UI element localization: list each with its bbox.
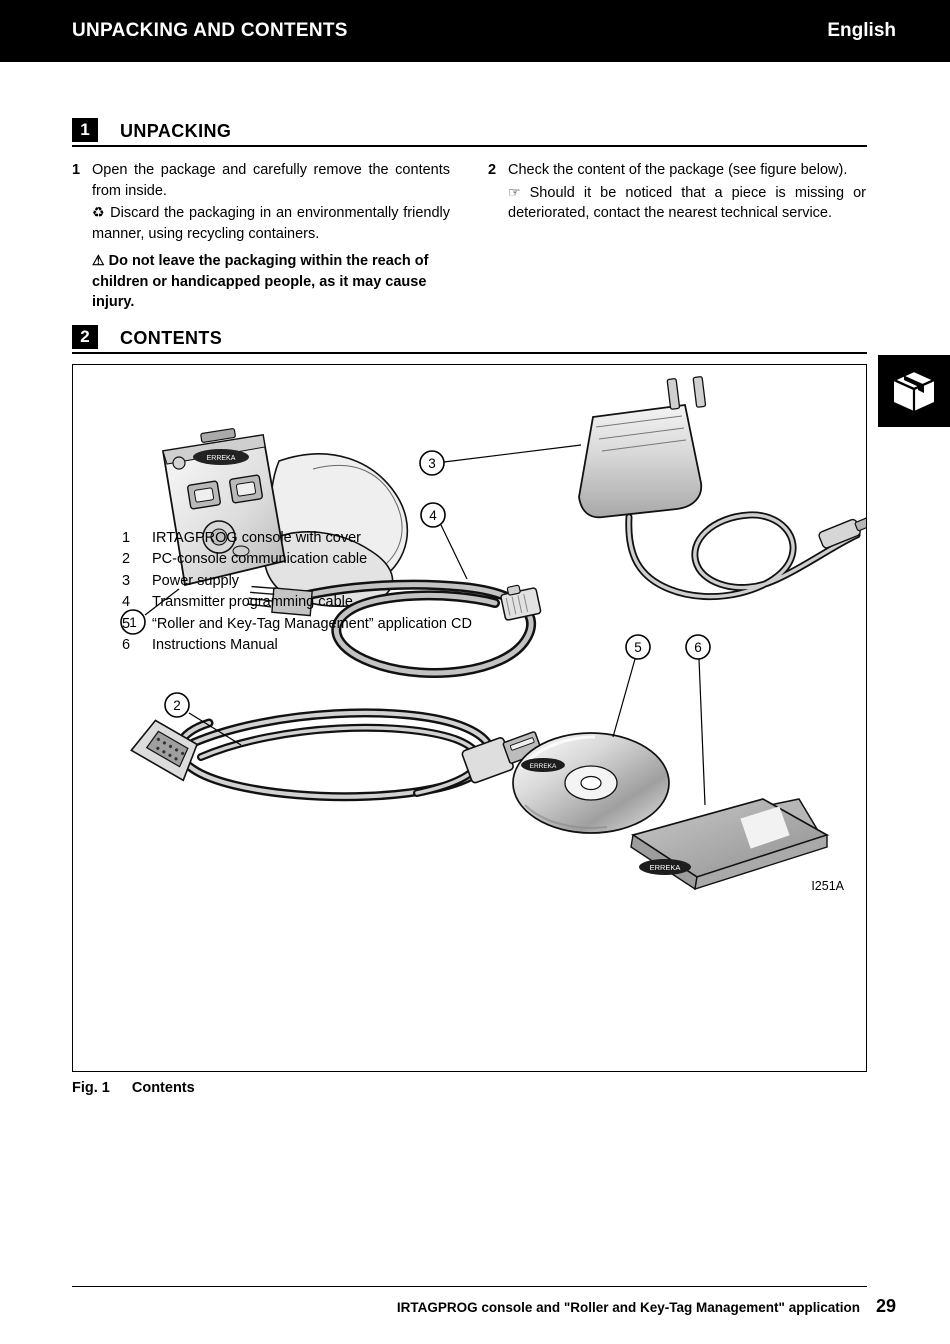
- warning-icon: ⚠: [92, 252, 105, 269]
- unpacking-step-2: [488, 160, 866, 181]
- unpacking-step-1-text: Open the package and carefully remove the contents from inside.: [92, 162, 450, 199]
- legend-text: Power supply: [152, 572, 240, 589]
- section-number-1: 1: [72, 118, 98, 142]
- recycle-icon: ♻: [92, 204, 106, 221]
- footer-text: IRTAGPROG console and "Roller and Key-Tag Management" application: [396, 1300, 860, 1315]
- legend-number: 5: [122, 615, 131, 632]
- legend-item: [122, 549, 472, 570]
- unpacking-column-right: [488, 160, 866, 313]
- unpacking-column-left: [72, 160, 450, 313]
- callout-6: [686, 635, 710, 805]
- service-note-text: Should it be noticed that a piece is missing or deteriorated, contact the nearest technical service.: [508, 184, 866, 222]
- legend-item: [122, 592, 472, 613]
- power-supply-illustration: [579, 377, 866, 597]
- legend-number: 6: [122, 637, 131, 654]
- legend-number: 4: [122, 594, 131, 611]
- figure-caption-label: Fig. 1: [72, 1080, 110, 1096]
- svg-text:3: 3: [428, 456, 436, 471]
- section-number-2: 2: [72, 325, 98, 349]
- page-footer: [397, 1296, 896, 1317]
- unpacking-step-2-text: Check the content of the package (see figure below).: [508, 162, 848, 178]
- unpacking-columns: [72, 160, 867, 313]
- figure-code: I251A: [811, 879, 844, 893]
- svg-text:2: 2: [173, 698, 181, 713]
- section-label-2: CONTENTS: [120, 328, 223, 348]
- legend-text: Instructions Manual: [152, 637, 278, 654]
- contents-illustration: [73, 365, 866, 1071]
- section-label-1: UNPACKING: [120, 121, 232, 141]
- warning-note: [72, 251, 450, 313]
- figure-legend: [122, 528, 472, 657]
- unpacking-step-1-number: 1: [72, 162, 81, 178]
- section-unpacking-heading: [72, 118, 867, 147]
- service-note: [488, 183, 866, 224]
- svg-text:1: 1: [129, 615, 137, 630]
- callout-5: [613, 635, 650, 737]
- legend-number: 2: [122, 551, 131, 568]
- page-title: UNPACKING AND CONTENTS: [72, 20, 348, 41]
- svg-text:ERREKA: ERREKA: [649, 863, 681, 872]
- svg-text:ERREKA: ERREKA: [529, 763, 557, 770]
- legend-number: 3: [122, 572, 131, 589]
- legend-text: IRTAGPROG console with cover: [152, 530, 361, 546]
- svg-text:4: 4: [429, 508, 437, 523]
- svg-text:5: 5: [634, 640, 642, 655]
- svg-text:6: 6: [694, 640, 702, 655]
- svg-text:ERREKA: ERREKA: [206, 455, 236, 462]
- cd-illustration: [513, 733, 669, 833]
- pointing-hand-icon: ☞: [508, 183, 521, 200]
- recycle-note: [72, 203, 450, 244]
- page-header: [0, 0, 950, 62]
- language-label: English: [827, 20, 896, 41]
- unpacking-step-2-number: 2: [488, 162, 497, 178]
- legend-text: PC-console communication cable: [152, 551, 368, 568]
- page-number: 29: [875, 1296, 896, 1316]
- contents-figure: [72, 364, 867, 1072]
- callout-3: [420, 445, 581, 475]
- legend-number: 1: [122, 530, 131, 546]
- recycle-note-text: Discard the packaging in an environmentally friendly manner, using recycling containers.: [92, 205, 450, 242]
- figure-caption: [72, 1080, 195, 1096]
- warning-note-text: Do not leave the packaging within the reach of children or handicapped people, as it may cause injury.: [92, 253, 429, 311]
- legend-item: [122, 571, 472, 592]
- unpacking-step-1: [72, 160, 450, 201]
- footer-divider: [72, 1286, 867, 1287]
- figure-caption-text: Contents: [131, 1080, 195, 1096]
- manual-illustration: [631, 799, 827, 889]
- legend-item: [122, 635, 472, 656]
- legend-item: [122, 614, 472, 635]
- package-logo: [878, 355, 950, 427]
- box-icon: [890, 367, 938, 415]
- communication-cable-illustration: [131, 713, 544, 797]
- legend-text: Transmitter programming cable: [152, 594, 353, 611]
- section-contents-heading: [72, 325, 867, 354]
- legend-text: “Roller and Key-Tag Management” application CD: [152, 615, 472, 632]
- legend-item: [122, 528, 472, 549]
